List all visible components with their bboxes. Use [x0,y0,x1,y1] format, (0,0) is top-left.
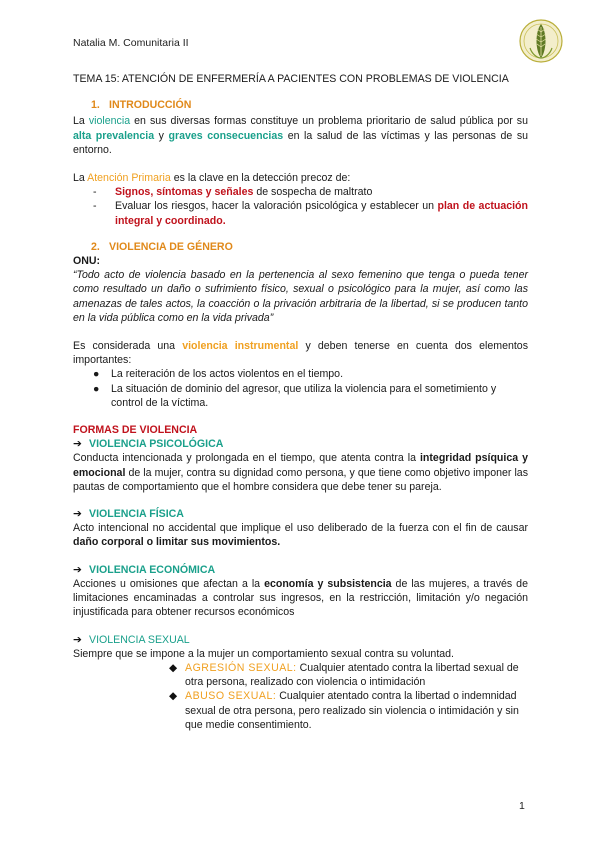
text-run: Cualquier atentado contra la libertad o indemnidad sexual de otra persona, pero realizado sin violencia o intimidación y sin que medie consentimiento. [185,690,519,731]
subheading-title: VIOLENCIA SEXUAL [89,633,190,646]
subheading-title: VIOLENCIA PSICOLÓGICA [89,438,224,451]
page-number: 1 [519,800,525,812]
subheading-sexual [73,633,528,647]
highlight-violencia: violencia [88,115,131,128]
document-title: TEMA 15: ATENCIÓN DE ENFERMERÍA A PACIENTES CON PROBLEMAS DE VIOLENCIA [73,73,509,85]
section-number: 1. [91,99,100,112]
highlight-plan-actuacion: plan de actuación integral y coordinado. [115,200,528,227]
arrow-icon: ➔ [73,438,82,451]
highlight-alta-prevalencia: alta prevalencia [73,129,155,142]
highlight-signos: Signos, síntomas y señales [115,186,254,199]
onu-label: ONU: [73,255,101,268]
text-run: La [73,115,89,128]
fisica-paragraph [73,521,528,549]
text-run: Cualquier atentado contra la libertad sexual de otra persona, realizado con violencia o intimidación [185,661,519,689]
text-run: en la salud de las víctimas y las personas de su entorno. [73,129,529,156]
section-title: INTRODUCCIÓN [109,99,192,112]
subheading-psicologica [73,437,528,451]
intro-paragraph [73,114,528,157]
list-item [169,661,528,689]
text-run: La situación de dominio del agresor, que utiliza la violencia para el sometimiento y control de la víctima. [111,382,497,409]
sexual-types-list [73,661,528,732]
section-title: VIOLENCIA DE GÉNERO [109,240,233,253]
list-item [91,367,528,381]
section-number: 2. [91,240,100,253]
wheat-leaf-emblem-icon [518,18,564,64]
text-run: de sospecha de maltrato [253,186,373,199]
arrow-icon: ➔ [73,563,82,576]
detection-list [73,185,528,228]
highlight-atencion-primaria: Atención Primaria [87,172,171,185]
text-run: es la clave en la detección precoz de: [170,172,351,185]
highlight-economia: economía y subsistencia [264,577,392,590]
label-abuso-sexual: ABUSO SEXUAL: [185,690,277,703]
text-run: La reiteración de los actos violentos en el tiempo. [111,368,344,381]
bullet-glyph: ● [93,382,100,395]
arrow-icon: ➔ [73,508,82,521]
highlight-integridad: integridad psíquica y emocional [73,452,528,479]
text-run: Conducta intencionada y prolongada en el tiempo, que atenta contra la [73,452,420,465]
psicologica-paragraph [73,451,528,494]
document-body [73,72,528,732]
list-item [101,185,528,199]
instrumental-paragraph [73,339,528,367]
subheading-economica [73,563,528,577]
label-agresion-sexual: AGRESIÓN SEXUAL: [185,661,297,674]
section-heading-introduccion [73,98,528,112]
highlight-graves-consecuencias: graves consecuencias [168,129,284,142]
sexual-paragraph: Siempre que se impone a la mujer un comportamiento sexual contra su voluntad. [73,647,454,660]
highlight-dano-corporal: daño corporal o limitar sus movimientos. [73,536,281,549]
subheading-title: VIOLENCIA FÍSICA [89,508,184,521]
list-item [101,199,528,227]
text-run: y [154,129,169,142]
text-run: en sus diversas formas constituye un problema prioritario de salud pública por su [130,115,528,128]
header-author: Natalia M. Comunitaria II [73,37,189,49]
arrow-icon: ➔ [73,633,82,646]
subheading-title: VIOLENCIA ECONÓMICA [89,563,216,576]
onu-quote: “Todo acto de violencia basado en la pertenencia al sexo femenino que tenga o pueda tener como resultado un daño o sufrimiento físico, sexual o psicológico para la mujer, así como las amenazas de tales actos, la coacción o la privación arbitraria de la libertad, si se producen tanto en la vida pública como en la vida privada” [73,269,528,324]
text-run: Acciones u omisiones que afectan a la [73,577,265,590]
diamond-bullet-icon: ◆ [169,690,178,703]
section-heading-violencia-genero [73,240,528,254]
text-run: Evaluar los riesgos, hacer la valoración psicológica y establecer un [115,200,438,213]
text-run: de la mujer, contra su dignidad como persona, y que tiene como objetivo imponer las pautas de comportamiento que el hombre considera que debe tener su pareja. [73,466,528,493]
text-run: Acto intencional no accidental que implique el uso deliberado de la fuerza con el fin de causar [73,522,528,535]
text-run: de las mujeres, a través de limitaciones encaminadas a controlar sus ingresos, en la restricción, limitación y/o negación injustificada para obtener recursos económicos [73,577,528,619]
text-run: Es considerada una [73,340,183,353]
bullet-glyph: ● [93,368,100,381]
elements-list [73,367,528,410]
text-run: La [73,172,88,185]
formas-heading: FORMAS DE VIOLENCIA [73,424,198,437]
atencion-primaria-paragraph [73,171,528,185]
subheading-fisica [73,507,528,521]
text-run: y deben tenerse en cuenta dos elementos importantes: [73,340,529,367]
list-item [91,382,528,410]
highlight-violencia-instrumental: violencia instrumental [182,340,299,353]
diamond-bullet-icon: ◆ [169,661,178,674]
list-item [169,689,528,732]
economica-paragraph [73,577,528,620]
